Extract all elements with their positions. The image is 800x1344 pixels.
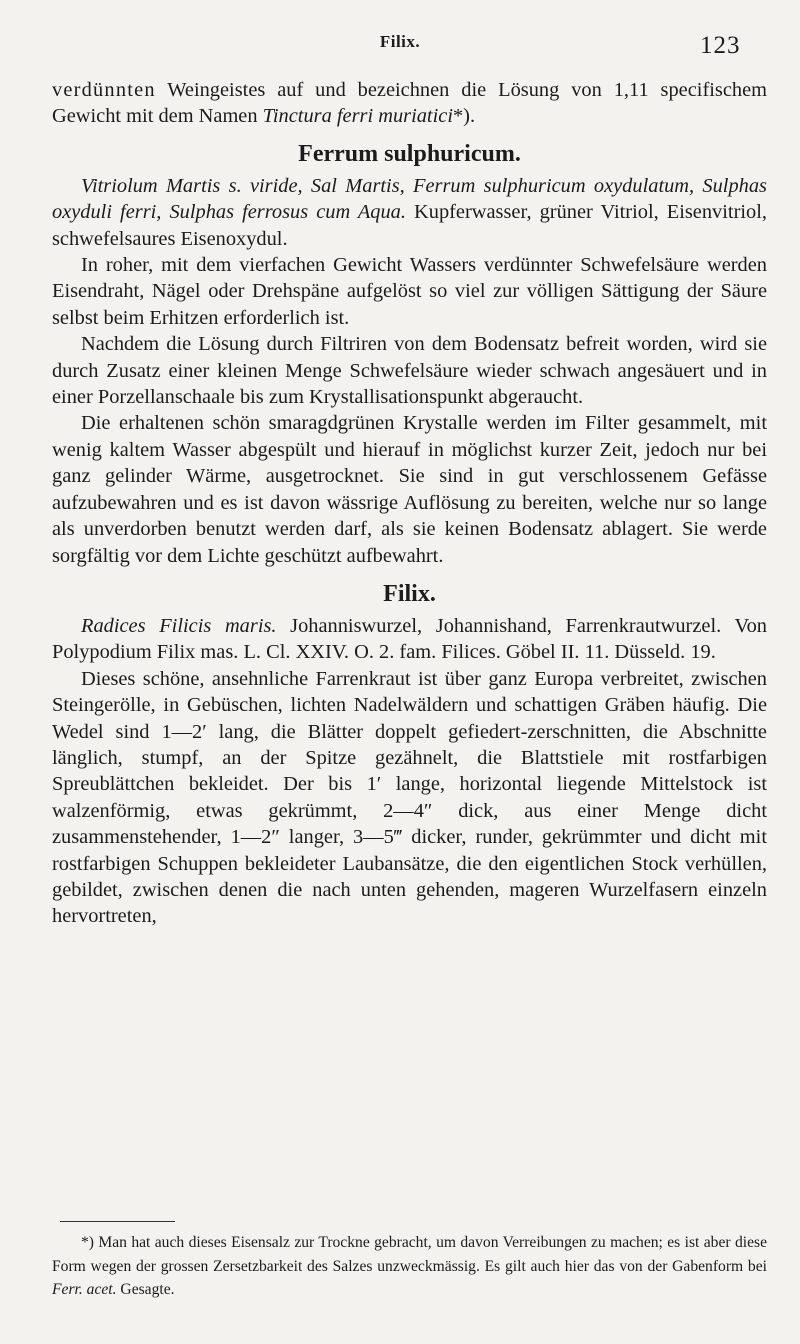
paragraph-filix-description: Dieses schöne, ansehnliche Farrenkraut ist über ganz Europa verbreitet, zwischen Steingerölle, in Gebüschen, lichten Nadelwäldern und schattigen Gräben häufig. Die Wedel sind 1—2′ lang, die Blätter doppelt gefiedert-zerschnitten, die Abschnitte länglich, stumpf, an der Spitze gezähnelt, die Blattstiele mit rostfarbigen Spreublättchen bekleidet. Der bis 1′ lange, horizontal liegende Mittelstock ist walzenförmig, etwas gekrümmt, 2—4″ dick, aus einer Menge dicht zusammenstehender, 1—2″ langer, 3—5‴ dicker, runder, gekrümmter und dicht mit rostfarbigen Schuppen bekleideter Laubansätze, die den eigentlichen Stock verhüllen, gebildet, zwischen denen die nach unten gehenden, mageren Wurzelfasern einzeln hervortreten, [52,667,767,928]
paragraph-ferrum-crystals: Die erhaltenen schön smaragdgrünen Krystalle werden im Filter gesammelt, mit wenig kaltem Wasser abgespült und hierauf in möglichst kurzer Zeit, jedoch nur bei ganz gelinder Wärme, ausgetrocknet. Sie sind in gut verschlossenem Gefässe aufzubewahren und es ist davon wässrige Auflösung zu bereiten, welche nur so lange als unverdorben benutzt werden darf, als sie keinen Bodensatz ablagert. Sie werde sorgfältig vor dem Lichte geschützt aufbewahrt. [52,412,767,567]
page-header [0,30,800,70]
paragraph-ferrum-synonyms: Vitriolum Martis s. viride, Sal Martis, Ferrum sulphuricum oxydulatum, Sulphas oxyduli ferri, Sulphas ferrosus cum Aqua. Kupferwasser, grüner Vitriol, Eisenvitriol, schwefelsaures Eisenoxydul. [52,174,767,250]
footnote [52,1231,767,1302]
paragraph-filix-synonyms: Radices Filicis maris. Johanniswurzel, Johannishand, Farrenkrautwurzel. Von Polypodium Filix mas. L. Cl. XXIV. O. 2. fam. Filices. Göbel II. 11. Düsseld. 19. [52,614,767,664]
page-number: 123 [700,32,741,59]
section-heading-ferrum: Ferrum sulphuricum. [298,140,521,167]
section-heading-filix: Filix. [383,580,436,607]
paragraph-ferrum-preparation: In roher, mit dem vierfachen Gewicht Wassers verdünnter Schwefelsäure werden Eisendraht, Nägel oder Drehspäne aufgelöst so viel zur völligen Sättigung der Säure selbst beim Erhitzen erforderlich ist. [52,254,767,329]
paragraph-ferrum-filtration: Nachdem die Lösung durch Filtriren von dem Bodensatz befreit worden, wird sie durch Zusatz einer kleinen Menge Schwefelsäure wieder schwach angesäuert und in einer Porzellanschaale bis zum Krystallisationspunkt abgeraucht. [52,333,767,409]
footnote-divider [60,1221,175,1222]
body-text [52,77,767,930]
paragraph-continuation: verdünnten Weingeistes auf und bezeichnen die Lösung von 1,11 specifischem Gewicht mit dem Namen Tinctura ferri muriatici*). [52,79,767,128]
running-title: Filix. [379,32,421,51]
footnote-text: *) Man hat auch dieses Eisensalz zur Trockne gebracht, um davon Verreibungen zu machen; es ist aber diese Form wegen der grossen Zersetzbarkeit des Salzes unzweckmässig. Es gilt auch hier das von der Gabenform bei Ferr. acet. Gesagte. [52,1234,767,1298]
